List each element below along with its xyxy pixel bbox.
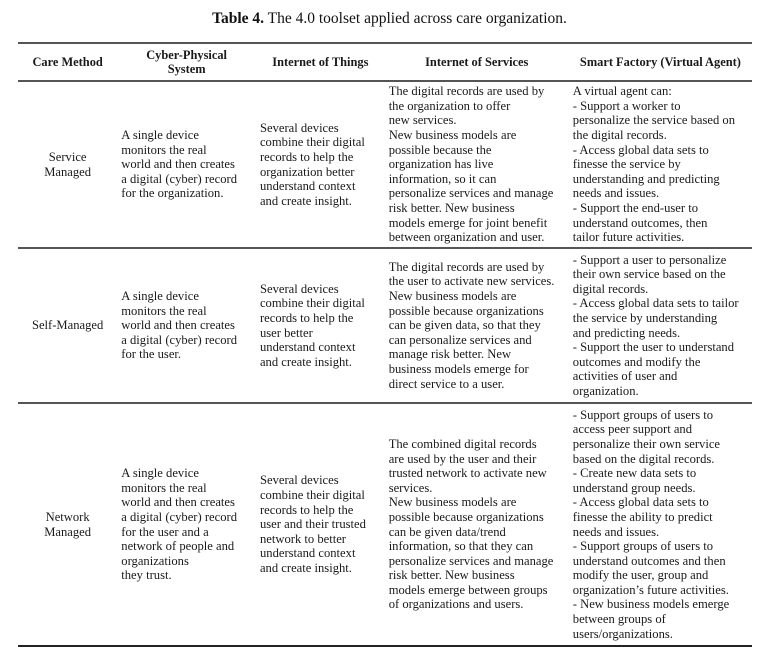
cell-text-line: users/organizations. (572, 626, 673, 641)
cell-internet-of-things (256, 248, 385, 403)
cell-text-line: personalize services and manage (388, 186, 554, 201)
cell-text-line: Several devices (259, 120, 339, 135)
cell-text-line: understand group needs. (572, 480, 696, 495)
cell-text-line: - Access global data sets to (572, 495, 709, 510)
cell-text-line: access peer support and (572, 422, 693, 437)
cell-text-line: finesse the ability to predict (572, 509, 713, 524)
cell-text-line: Managed (44, 524, 92, 539)
cell-text-line: can be given data/trend (388, 524, 506, 539)
cell-care-method (18, 248, 117, 403)
cell-text-line: for the user and a (121, 524, 209, 539)
cell-care-method (18, 81, 117, 248)
cell-text-line: services. (388, 480, 433, 495)
cell-text-line: combine their digital (259, 488, 365, 503)
cell-text-line: - Access global data sets to (572, 142, 709, 157)
cell-text-line: combine their digital (259, 135, 365, 150)
cell-text-line: Several devices (259, 281, 339, 296)
cell-text-line: world and then creates (121, 318, 235, 333)
cell-text-line: personalize services and manage (388, 553, 554, 568)
cell-text-line: monitors the real (121, 142, 207, 157)
cell-text-line: network to better (259, 531, 346, 546)
caption-label: Table 4. (212, 10, 265, 27)
cell-text-line: A single device (121, 289, 199, 304)
cell-text-line: manage risk better. New (388, 347, 512, 362)
cell-smart-factory (569, 248, 752, 403)
cell-text-line: understand context (259, 340, 356, 355)
cell-text-line: they trust. (121, 568, 172, 583)
cell-text-line: The digital records are used by (388, 84, 545, 99)
cell-text-line: - Support groups of users to (572, 407, 714, 422)
cell-text-line: understand context (259, 546, 356, 561)
cell-text-line: the service by understanding (572, 310, 718, 325)
table-row-self-managed (18, 248, 752, 403)
table-row-network-managed (18, 403, 752, 646)
cell-text-line: their own service based on the (572, 267, 726, 282)
cell-smart-factory (569, 403, 752, 646)
cell-text-line: understand context (259, 179, 356, 194)
cell-text-line: The combined digital records (388, 436, 537, 451)
cell-text-line: records to help the (259, 149, 354, 164)
cell-cyber-physical (117, 403, 256, 646)
cell-text-line: understanding and predicting (572, 171, 720, 186)
cell-text-line: activities of user and (572, 369, 678, 384)
cell-text-line: records to help the (259, 502, 354, 517)
cell-text-line: a digital (cyber) record (121, 332, 237, 347)
header-cps-line: Cyber-Physical (146, 47, 227, 62)
cell-text-line: information, so that they can (388, 539, 534, 554)
cell-text-line: models emerge between groups (388, 582, 548, 597)
cell-text-line: - Create new data sets to (572, 466, 697, 481)
cell-text-line: New business models are (388, 289, 517, 304)
cell-text-line: organization better (259, 164, 355, 179)
cell-text-line: network of people and (121, 539, 235, 554)
cell-internet-of-things (256, 81, 385, 248)
cell-text-line: risk better. New business (388, 200, 515, 215)
cell-text-line: Network (45, 509, 90, 524)
cell-text-line: information, so it can (388, 171, 497, 186)
cell-text-line: between organization and user. (388, 230, 545, 245)
cell-text-line: needs and issues. (572, 186, 660, 201)
cell-text-line: for the organization. (121, 186, 224, 201)
cell-text-line: for the user. (121, 347, 182, 362)
cell-text-line: can be given data, so that they (388, 318, 541, 333)
cell-text-line: modify the user, group and (572, 568, 709, 583)
header-care-method: Care Method (18, 43, 117, 81)
cell-text-line: tailor future activities. (572, 230, 685, 245)
cell-text-line: personalize their own service (572, 436, 720, 451)
header-internet-of-things: Internet of Things (256, 43, 385, 81)
cell-text-line: The digital records are used by (388, 259, 545, 274)
cell-text-line: user and their trusted (259, 517, 366, 532)
cell-text-line: organizations (121, 553, 189, 568)
cell-cyber-physical (117, 81, 256, 248)
cell-text-line: understand outcomes, then (572, 215, 708, 230)
header-smart-factory: Smart Factory (Virtual Agent) (569, 43, 752, 81)
cell-text-line: a digital (cyber) record (121, 171, 237, 186)
cell-text-line: and predicting needs. (572, 325, 681, 340)
caption-text: The 4.0 toolset applied across care organization. (264, 10, 567, 27)
cell-text-line: - Support the user to understand (572, 340, 735, 355)
cell-text-line: Several devices (259, 473, 339, 488)
header-row (18, 43, 752, 81)
cell-text-line: New business models are (388, 128, 517, 143)
cell-text-line: user better (259, 325, 313, 340)
cell-text-line: risk better. New business (388, 568, 515, 583)
cell-text-line: Managed (44, 164, 92, 179)
cell-text-line: - Support groups of users to (572, 539, 714, 554)
cell-internet-of-services (385, 403, 569, 646)
cell-text-line: business models emerge for (388, 361, 529, 376)
cell-text-line: A single device (121, 128, 199, 143)
toolset-table (18, 42, 752, 647)
cell-text-line: world and then creates (121, 157, 235, 172)
cell-text-line: can personalize services and (388, 332, 532, 347)
cell-text-line: organization has live (388, 157, 494, 172)
cell-text-line: and create insight. (259, 354, 352, 369)
cell-text-line: are used by the user and their (388, 451, 537, 466)
cell-text-line: understand outcomes and then (572, 553, 726, 568)
cell-text-line: monitors the real (121, 303, 207, 318)
cell-text-line: models emerge for joint benefit (388, 215, 548, 230)
cell-text-line: personalize the service based on (572, 113, 736, 128)
cell-text-line: the user to activate new services. (388, 274, 555, 289)
cell-text-line: the organization to offer (388, 98, 511, 113)
cell-text-line: A single device (121, 466, 199, 481)
cell-internet-of-things (256, 403, 385, 646)
cell-text-line: records to help the (259, 310, 354, 325)
cell-text-line: new services. (388, 113, 457, 128)
header-cyber-physical-system (117, 43, 256, 81)
cell-text-line: of organizations and users. (388, 597, 524, 612)
table-caption (0, 10, 779, 28)
cell-text-line: possible because organizations (388, 509, 544, 524)
cell-text-line: - Support a user to personalize (572, 252, 727, 267)
cell-smart-factory (569, 81, 752, 248)
cell-text-line: organization. (572, 383, 639, 398)
cell-text-line: and create insight. (259, 560, 352, 575)
cell-care-method (18, 403, 117, 646)
cell-text-line: possible because the (388, 142, 492, 157)
cell-text-line: based on the digital records. (572, 451, 715, 466)
cell-text-line: outcomes and modify the (572, 354, 701, 369)
cell-text-line: trusted network to activate new (388, 466, 547, 481)
cell-text-line: Self-Managed (31, 318, 104, 333)
cell-text-line: world and then creates (121, 495, 235, 510)
cell-cyber-physical (117, 248, 256, 403)
cell-text-line: New business models are (388, 495, 517, 510)
table-row-service-managed (18, 81, 752, 248)
cell-text-line: - Access global data sets to tailor (572, 296, 739, 311)
cell-text-line: - Support a worker to (572, 98, 681, 113)
cell-text-line: digital records. (572, 281, 649, 296)
cell-text-line: A virtual agent can: (572, 84, 672, 99)
cell-text-line: combine their digital (259, 296, 365, 311)
cell-text-line: finesse the service by (572, 157, 681, 172)
header-cps-line: System (167, 62, 206, 76)
cell-text-line: direct service to a user. (388, 376, 505, 391)
cell-text-line: and create insight. (259, 193, 352, 208)
cell-text-line: organization’s future activities. (572, 582, 729, 597)
cell-text-line: between groups of (572, 612, 666, 627)
cell-text-line: needs and issues. (572, 524, 660, 539)
cell-text-line: a digital (cyber) record (121, 509, 237, 524)
cell-text-line: Service (48, 149, 87, 164)
cell-text-line: the digital records. (572, 128, 667, 143)
header-internet-of-services: Internet of Services (385, 43, 569, 81)
cell-text-line: monitors the real (121, 480, 207, 495)
cell-internet-of-services (385, 81, 569, 248)
cell-internet-of-services (385, 248, 569, 403)
cell-text-line: - Support the end-user to (572, 200, 698, 215)
cell-text-line: - New business models emerge (572, 597, 730, 612)
cell-text-line: possible because organizations (388, 303, 544, 318)
